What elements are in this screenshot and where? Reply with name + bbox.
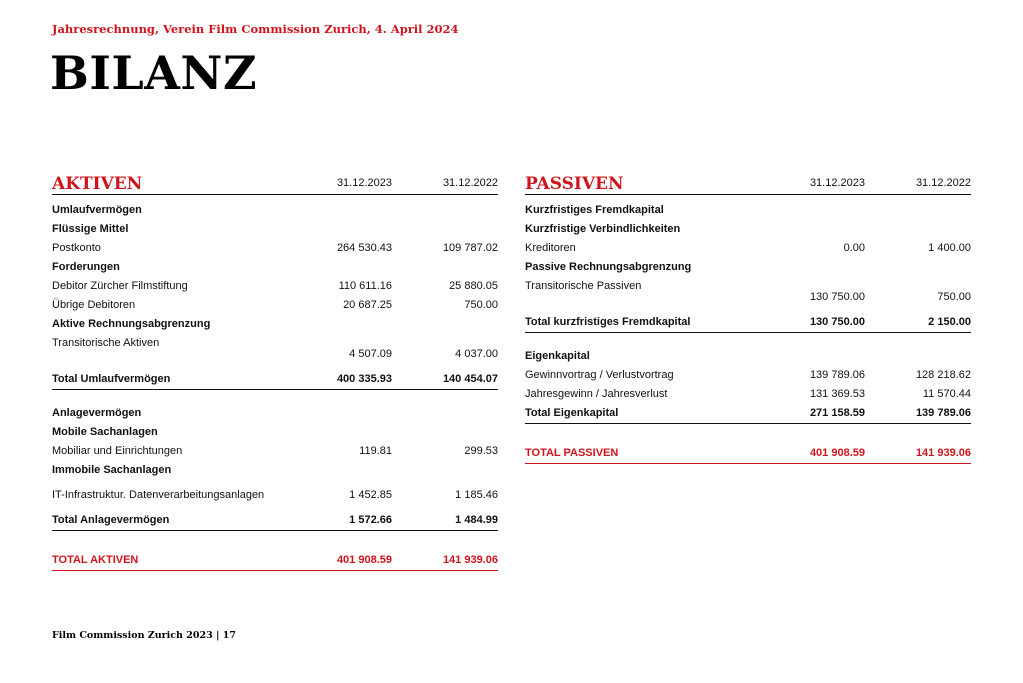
subsection-heading: Passive Rechnungsabgrenzung (525, 261, 692, 273)
table-row: Mobiliar und Einrichtungen 119.81 299.53 (52, 445, 498, 457)
subsection-heading: Immobile Sachanlagen (52, 464, 172, 476)
section-heading: Kurzfristiges Fremdkapital (525, 204, 664, 216)
subsection-heading: Flüssige Mittel (52, 223, 129, 235)
date-column-2022: 31.12.2022 (442, 177, 498, 189)
subsection-heading: Kurzfristige Verbindlichkeiten (525, 223, 681, 235)
subsection-heading: Mobile Sachanlagen (52, 426, 158, 438)
report-subtitle: Jahresrechnung, Verein Film Commission Zurich, 4. April 2024 (52, 22, 459, 36)
passiven-table (525, 172, 971, 464)
page-footer: Film Commission Zurich 2023 | 17 (52, 630, 236, 641)
table-row: Transitorische Aktiven 4 507.09 4 037.00 (52, 337, 498, 360)
date-column-2023: 31.12.2023 (336, 177, 392, 189)
table-row: IT-Infrastruktur. Datenverarbeitungsanlagen 1 452.85 1 185.46 (52, 489, 498, 501)
table-row: Jahresgewinn / Jahresverlust 131 369.53 11 570.44 (525, 388, 971, 400)
date-column-2022: 31.12.2022 (915, 177, 971, 189)
aktiven-table (52, 172, 498, 571)
table-row: Debitor Zürcher Filmstiftung 110 611.16 25 880.05 (52, 280, 498, 292)
table-row: Kreditoren 0.00 1 400.00 (525, 242, 971, 254)
total-row: Total Anlagevermögen 1 572.66 1 484.99 (52, 511, 498, 531)
grand-total-row: TOTAL AKTIVEN 401 908.59 141 939.06 (52, 551, 498, 571)
section-heading: Eigenkapital (525, 350, 590, 362)
subsection-heading: Forderungen (52, 261, 120, 273)
table-row: Übrige Debitoren 20 687.25 750.00 (52, 299, 498, 311)
total-row: Total kurzfristiges Fremdkapital 130 750.00 2 150.00 (525, 313, 971, 333)
total-row: Total Umlaufvermögen 400 335.93 140 454.07 (52, 370, 498, 390)
table-row: Transitorische Passiven 130 750.00 750.00 (525, 280, 971, 303)
table-row: Gewinnvortrag / Verlustvortrag 139 789.06 128 218.62 (525, 369, 971, 381)
total-row: Total Eigenkapital 271 158.59 139 789.06 (525, 404, 971, 424)
section-heading: Umlaufvermögen (52, 204, 142, 216)
table-row: Postkonto 264 530.43 109 787.02 (52, 242, 498, 254)
date-column-2023: 31.12.2023 (809, 177, 865, 189)
grand-total-row: TOTAL PASSIVEN 401 908.59 141 939.06 (525, 444, 971, 464)
subsection-heading: Aktive Rechnungsabgrenzung (52, 318, 211, 330)
aktiven-heading: AKTIVEN (52, 174, 143, 194)
page-title: BILANZ (50, 46, 258, 100)
aktiven-header (52, 172, 498, 195)
passiven-header (525, 172, 971, 195)
passiven-heading: PASSIVEN (525, 174, 624, 194)
section-heading: Anlagevermögen (52, 407, 142, 419)
